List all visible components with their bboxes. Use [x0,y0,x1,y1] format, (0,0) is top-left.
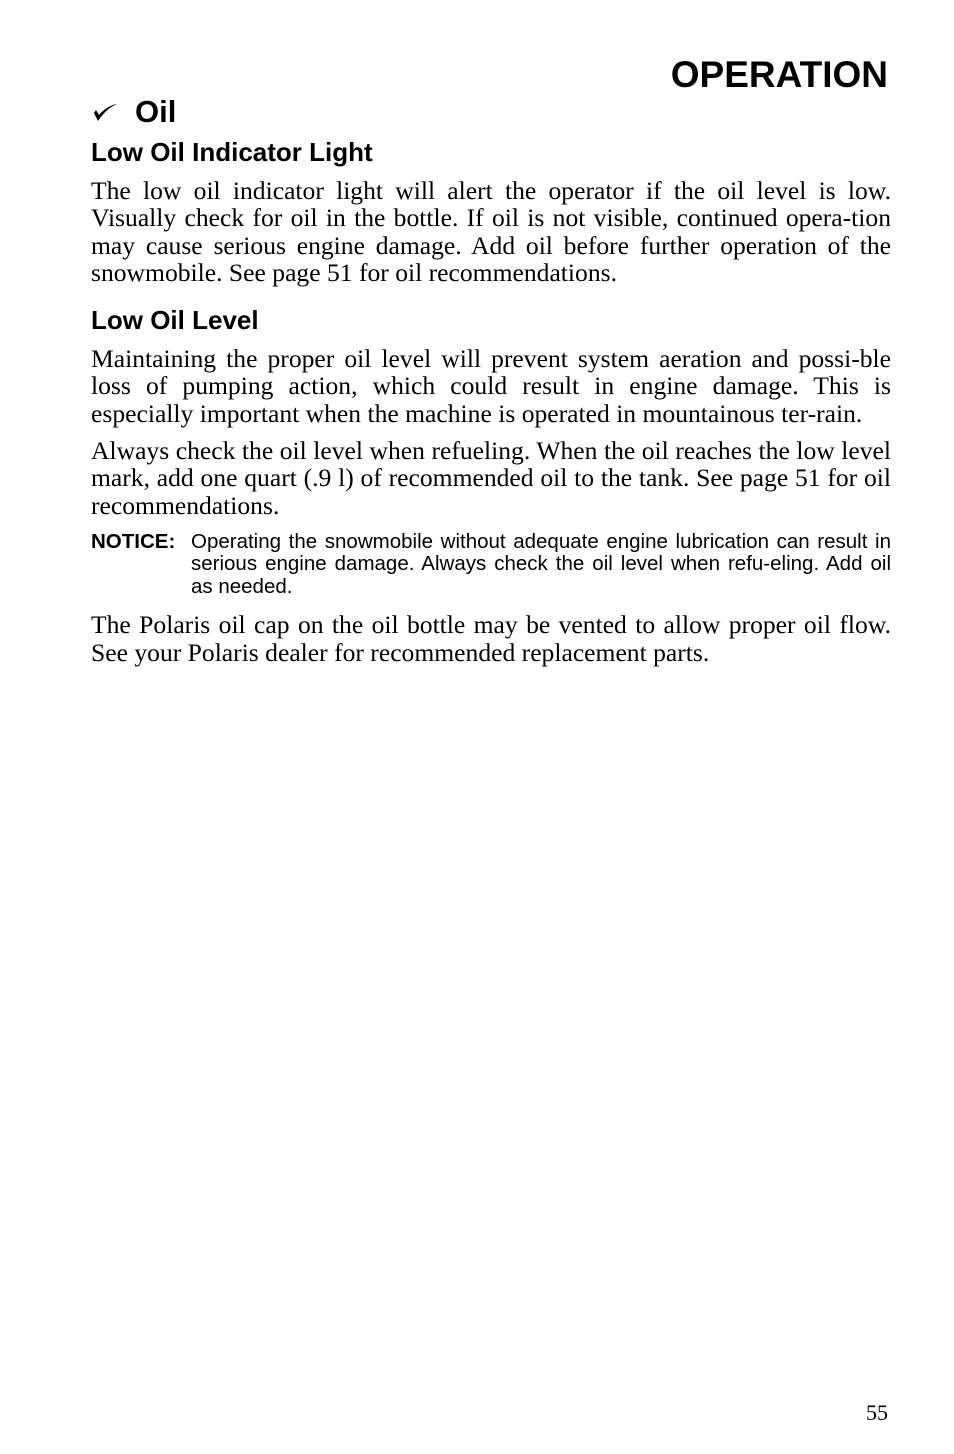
notice-label: NOTICE: [91,529,176,553]
low-oil-level-paragraph-3: The Polaris oil cap on the oil bottle may be vented to allow proper oil flow. See your Polaris dealer for recommended replacement parts. [91,610,891,667]
low-oil-indicator-paragraph: The low oil indicator light will alert the operator if the oil level is low. Visually check for oil in the bottle. If oil is not visible, continued opera-tion may cause serious engine damage. Add oil before further operation of the snowmobile. See page 51 for oil recommendations. [91,176,891,287]
section-title-text: Oil [135,94,177,129]
checkmark-icon [91,100,119,124]
notice-block [91,531,891,599]
low-oil-level-heading: Low Oil Level [91,305,259,336]
page-content [91,94,891,666]
page-header: OPERATION [670,54,888,95]
notice-text: Operating the snowmobile without adequate engine lubrication can result in serious engine damage. Always check the oil level when refu-eling. Add oil as needed. [191,529,891,598]
page-number: 55 [866,1400,888,1425]
section-title [91,94,891,130]
low-oil-level-paragraph-2: Always check the oil level when refueling. When the oil reaches the low level mark, add one quart (.9 l) of recommended oil to the tank. See page 51 for oil recommendations. [91,436,891,520]
low-oil-level-paragraph-1: Maintaining the proper oil level will prevent system aeration and possi-ble loss of pumping action, which could result in engine damage. This is especially important when the machine is operated in mountainous ter-rain. [91,344,891,428]
low-oil-indicator-heading: Low Oil Indicator Light [91,137,373,167]
